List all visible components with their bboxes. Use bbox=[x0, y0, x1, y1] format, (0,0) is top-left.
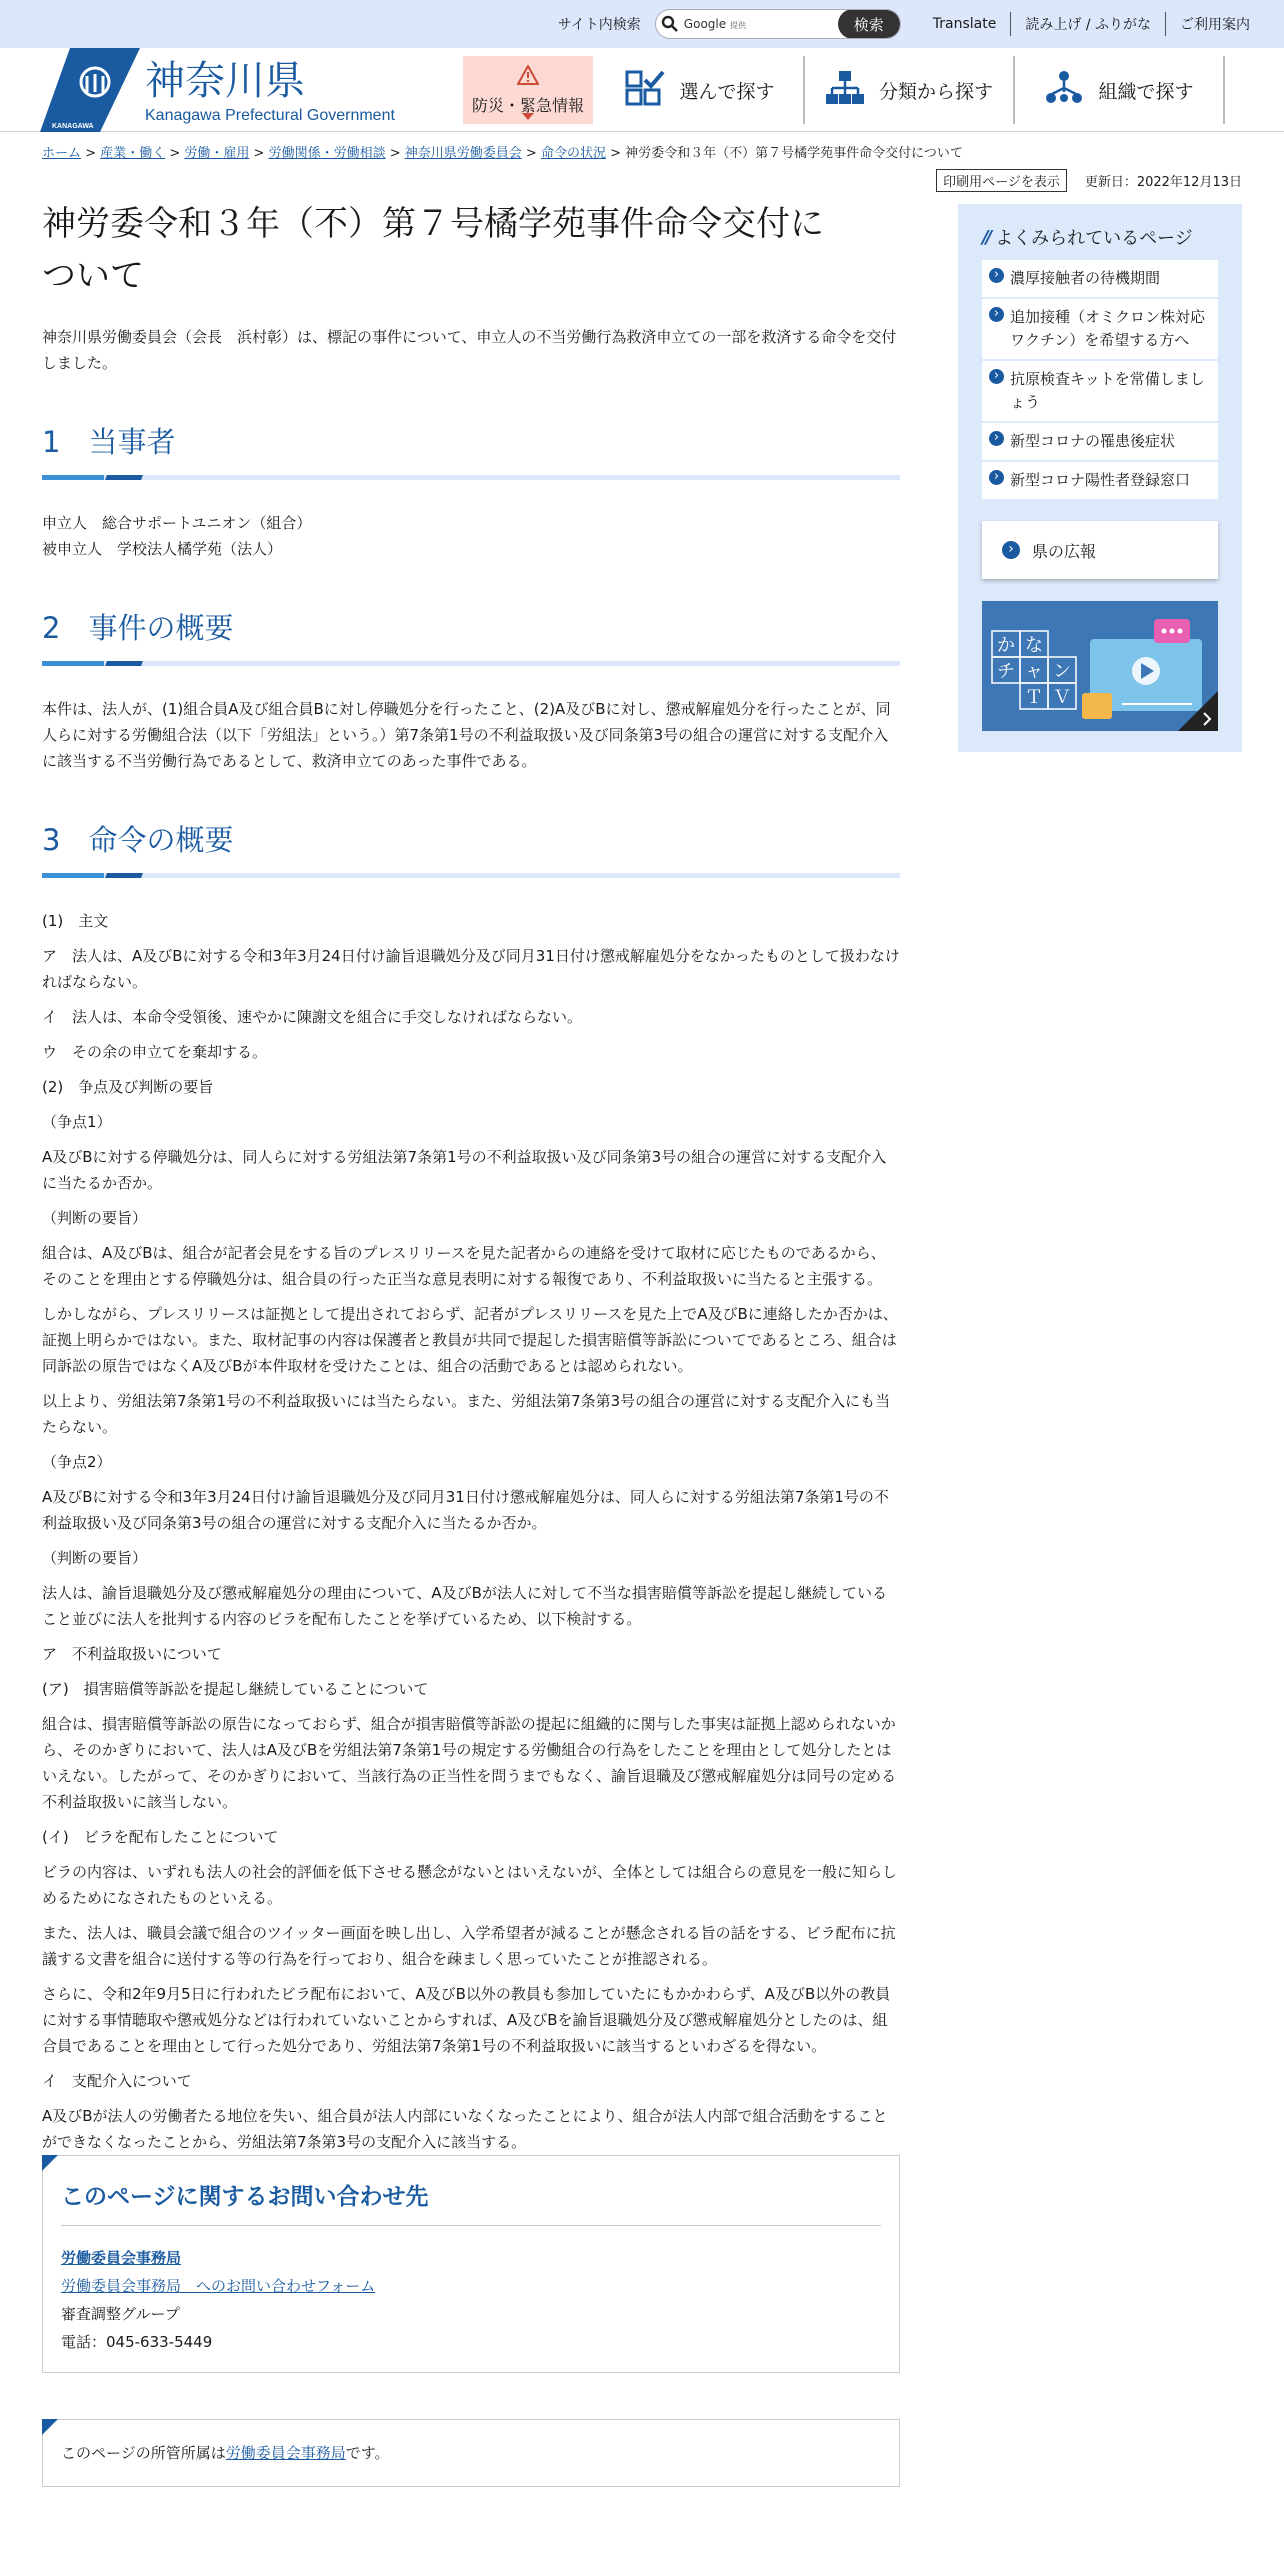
utility-bar bbox=[0, 0, 1284, 48]
contact-title: このページに関するお問い合わせ先 bbox=[61, 2178, 881, 2226]
sidebar-title: // よくみられているページ bbox=[982, 226, 1193, 249]
contact-box bbox=[42, 2155, 900, 2373]
main-content bbox=[42, 198, 900, 2164]
breadcrumb-link[interactable]: 労働・雇用 bbox=[184, 146, 250, 161]
nav-bunrui-label: 分類から探す bbox=[878, 80, 993, 103]
checklist-icon bbox=[625, 70, 665, 111]
breadcrumb-current: 神労委令和３年（不）第７号橘学苑事件命令交付について bbox=[625, 146, 963, 161]
owner-prefix: このページの所管所属は bbox=[61, 2444, 226, 2462]
svg-text:か: か bbox=[997, 635, 1015, 656]
search-box[interactable] bbox=[655, 9, 901, 39]
kanachan-tv-banner[interactable] bbox=[982, 601, 1218, 731]
site-logo[interactable] bbox=[40, 48, 400, 132]
corner-mark bbox=[42, 2155, 58, 2171]
order-paragraph: (イ) ビラを配布したことについて bbox=[42, 1828, 279, 1846]
chevron-right-icon: › bbox=[1002, 541, 1020, 559]
search-input[interactable]: Google 提供 bbox=[683, 17, 746, 31]
kouhou-button[interactable] bbox=[982, 521, 1218, 579]
print-row bbox=[936, 169, 1242, 192]
order-paragraph: （争点2） bbox=[42, 1453, 112, 1471]
nav-bunrui[interactable] bbox=[805, 56, 1015, 124]
order-paragraph: (ア) 損害賠償等訴訟を提起し継続していることについて bbox=[42, 1680, 429, 1698]
site-header bbox=[0, 48, 1284, 132]
contact-phone: 電話：045-633-5449 bbox=[61, 2333, 213, 2351]
search-icon bbox=[656, 15, 684, 33]
popular-item[interactable]: › 新型コロナの罹患後症状 bbox=[982, 423, 1218, 460]
order-paragraph: (1) 主文 bbox=[42, 912, 109, 930]
order-paragraph: ビラの内容は、いずれも法人の社会的評価を低下させる懸念がないとはいえないが、全体としては組合らの意見を一般に知らしめるためになされたものといえる。 bbox=[42, 1863, 898, 1907]
order-paragraph: （判断の要旨） bbox=[42, 1209, 148, 1227]
order-paragraph: イ 支配介入について bbox=[42, 2072, 192, 2090]
order-paragraph: (2) 争点及び判断の要旨 bbox=[42, 1078, 214, 1096]
order-paragraph: しかしながら、プレスリリースは証拠として提出されておらず、記者がプレスリリースを見た上でA及びBに連絡したか否かは、証拠上明らかではない。また、取材記事の内容は保護者と教員が共同で提起した損害賠償等訴訟についてであるところ、組合は同訴訟の原告ではなくA及びBが本件取材を受けたことは、組合の活動であるとは認められない。 bbox=[42, 1305, 898, 1375]
popular-item[interactable]: › 濃厚接触者の待機期間 bbox=[982, 260, 1218, 297]
applicant-text: 申立人 総合サポートユニオン（組合） bbox=[42, 514, 312, 532]
popular-list bbox=[982, 260, 1218, 499]
hierarchy-icon bbox=[825, 70, 865, 111]
breadcrumb-link[interactable]: 労働関係・労働相談 bbox=[268, 146, 386, 161]
popular-item[interactable]: › 抗原検査キットを常備しましょう bbox=[982, 361, 1218, 421]
order-paragraph: ア 法人は、A及びBに対する令和3年3月24日付け諭旨退職処分及び同月31日付け懲戒解雇処分をなかったものとして扱わなければならない。 bbox=[42, 947, 900, 991]
breadcrumb-link[interactable]: ホーム bbox=[42, 146, 82, 161]
svg-text:Ｖ: Ｖ bbox=[1053, 687, 1071, 708]
order-paragraph: また、法人は、職員会議で組合のツイッター画面を映し出し、入学希望者が減ることが懸念される旨の話をする、ビラ配布に抗議する文書を組合に送付する等の行為を行っており、組合を疎ましく思っていたことが推認される。 bbox=[42, 1924, 896, 1968]
translate-link[interactable]: Translate bbox=[932, 16, 997, 32]
nav-soshiki[interactable] bbox=[1015, 56, 1225, 124]
heading-underline bbox=[42, 661, 900, 666]
yomiage-link[interactable]: 読み上げ / ふりがな bbox=[1010, 12, 1165, 36]
nav-bosai-label: 防災・緊急情報 bbox=[471, 95, 584, 115]
owner-suffix: です。 bbox=[345, 2444, 390, 2462]
breadcrumb-link[interactable]: 産業・働く bbox=[100, 146, 166, 161]
organization-icon bbox=[1044, 70, 1084, 111]
global-nav bbox=[463, 56, 1225, 132]
search-button[interactable]: 検索 bbox=[838, 9, 900, 39]
heading-underline bbox=[42, 873, 900, 878]
order-paragraph: ウ その余の申立てを棄却する。 bbox=[42, 1043, 268, 1061]
section-heading: 1 当事者 bbox=[42, 425, 176, 459]
svg-text:な: な bbox=[1025, 635, 1043, 656]
svg-text:Ｔ: Ｔ bbox=[1025, 687, 1043, 708]
corner-mark bbox=[42, 2419, 58, 2435]
updated-date: 更新日：2022年12月13日 bbox=[1084, 175, 1242, 190]
kouhou-label: 県の広報 bbox=[1032, 541, 1097, 561]
lead-text: 神奈川県労働委員会（会長 浜村彰）は、標記の事件について、申立人の不当労働行為救済申立ての一部を救済する命令を交付しました。 bbox=[42, 328, 897, 372]
section-heading: 2 事件の概要 bbox=[42, 611, 234, 645]
order-paragraph: 法人は、諭旨退職処分及び懲戒解雇処分の理由について、A及びBが法人に対して不当な損害賠償等訴訟を提起し継続していること並びに法人を批判する内容のビラを配布したことを挙げているため、以下検討する。 bbox=[42, 1584, 887, 1628]
section-heading: 3 命令の概要 bbox=[42, 823, 234, 857]
order-paragraph: イ 法人は、本命令受領後、速やかに陳謝文を組合に手交しなければならない。 bbox=[42, 1008, 583, 1026]
contact-group: 審査調整グループ bbox=[61, 2305, 180, 2323]
svg-text:チ: チ bbox=[997, 661, 1015, 682]
sidebar bbox=[958, 204, 1242, 752]
owner-box bbox=[42, 2419, 900, 2487]
overview-text: 本件は、法人が、(1)組合員A及び組合員Bに対し停職処分を行ったこと、(2)A及びBに対し、懲戒解雇処分を行ったことが、同人らに対する労働組合法（以下「労組法」という。）第7条第1号の不利益取扱い及び同条第3号の組合の運営に対する支配介入に該当する不当労働行為であるとして、救済申立てのあった事件である。 bbox=[42, 700, 891, 770]
popular-item[interactable]: › 追加接種（オミクロン株対応ワクチン）を希望する方へ bbox=[982, 299, 1218, 359]
svg-text:ン: ン bbox=[1053, 661, 1071, 682]
contact-form-link[interactable]: 労働委員会事務局 へのお問い合わせフォーム bbox=[61, 2277, 376, 2295]
page-title: 神労委令和３年（不）第７号橘学苑事件命令交付に ついて bbox=[42, 204, 824, 296]
contact-office-link[interactable]: 労働委員会事務局 bbox=[61, 2249, 182, 2267]
order-paragraph: A及びBに対する停職処分は、同人らに対する労組法第7条第1号の不利益取扱い及び同条第3号の組合の運営に対する支配介入に当たるか否か。 bbox=[42, 1148, 887, 1192]
order-paragraph: A及びBが法人の労働者たる地位を失い、組合員が法人内部にいなくなったことにより、組合が法人内部で組合活動をすることができなくなったことから、労組法第7条第3号の支配介入に該当する。 bbox=[42, 2107, 888, 2151]
breadcrumb-link[interactable]: 命令の状況 bbox=[540, 146, 606, 161]
svg-text:KANAGAWA: KANAGAWA bbox=[52, 123, 94, 130]
breadcrumb: ホーム > 産業・働く > 労働・雇用 > 労働関係・労働相談 > 神奈川県労働委員会 > 命令の状況 > 神労委令和３年（不）第７号橘学苑事件命令交付について bbox=[42, 146, 963, 161]
svg-text:神奈川県: 神奈川県 bbox=[145, 58, 305, 104]
nav-soshiki-label: 組織で探す bbox=[1098, 80, 1194, 103]
svg-text:Kanagawa Prefectural Governmen: Kanagawa Prefectural Government bbox=[145, 107, 395, 124]
breadcrumb-link[interactable]: 神奈川県労働委員会 bbox=[404, 146, 522, 161]
print-button[interactable]: 印刷用ページを表示 bbox=[936, 169, 1067, 192]
warning-icon bbox=[517, 65, 539, 89]
popular-item[interactable]: › 新型コロナ陽性者登録窓口 bbox=[982, 462, 1218, 499]
order-paragraph: さらに、令和2年9月5日に行われたビラ配布において、A及びB以外の教員も参加していたにもかかわらず、A及びB以外の教員に対する事情聴取や懲戒処分などは行われていないことからすれば、A及びBを諭旨退職処分及び懲戒解雇処分としたのは、組合員であることを理由として行った処分であり、労組法第7条第1号の不利益取扱いに該当するといわざるを得ない。 bbox=[42, 1985, 891, 2055]
heading-underline bbox=[42, 475, 900, 480]
site-search-label: サイト内検索 bbox=[557, 17, 641, 33]
nav-bosai[interactable] bbox=[463, 56, 593, 124]
nav-erande-label: 選んで探す bbox=[679, 80, 775, 103]
order-paragraph: 以上より、労組法第7条第1号の不利益取扱いには当たらない。また、労組法第7条第3号の組合の運営に対する支配介入にも当たらない。 bbox=[42, 1392, 891, 1436]
order-paragraph: （判断の要旨） bbox=[42, 1549, 148, 1567]
nav-erande[interactable] bbox=[597, 56, 805, 124]
order-paragraph: ア 不利益取扱いについて bbox=[42, 1645, 222, 1663]
svg-text:ャ: ャ bbox=[1025, 661, 1043, 682]
guide-link[interactable]: ご利用案内 bbox=[1165, 12, 1264, 36]
order-paragraph: 組合は、A及びBは、組合が記者会見をする旨のプレスリリースを見た記者からの連絡を受けて取材に応じたものであるから、そのことを理由とする停職処分は、組合員の行った正当な意見表明に対する報復であり、不利益取扱いに当たると主張する。 bbox=[42, 1244, 886, 1288]
order-paragraph: （争点1） bbox=[42, 1113, 112, 1131]
slash-icon: // bbox=[982, 226, 990, 248]
respondent-text: 被申立人 学校法人橘学苑（法人） bbox=[42, 540, 283, 558]
order-paragraph: 組合は、損害賠償等訴訟の原告になっておらず、組合が損害賠償等訴訟の提起に組織的に関与した事実は証拠上認められないから、そのかぎりにおいて、法人はA及びBを労組法第7条第1号の規定する労働組合の行為をしたことを理由として処分したとはいえない。したがって、そのかぎりにおいて、当該行為の正当性を問うまでもなく、諭旨退職及び懲戒解雇処分は同号の定める不利益取扱いに該当しない。 bbox=[42, 1715, 897, 1811]
owner-office-link[interactable]: 労働委員会事務局 bbox=[225, 2444, 346, 2462]
chevron-down-icon bbox=[522, 113, 534, 120]
order-paragraph: A及びBに対する令和3年3月24日付け諭旨退職処分及び同月31日付け懲戒解雇処分は、同人らに対する労組法第7条第1号の不利益取扱い及び同条第3号の組合の運営に対する支配介入に当たるか否か。 bbox=[42, 1488, 889, 1532]
